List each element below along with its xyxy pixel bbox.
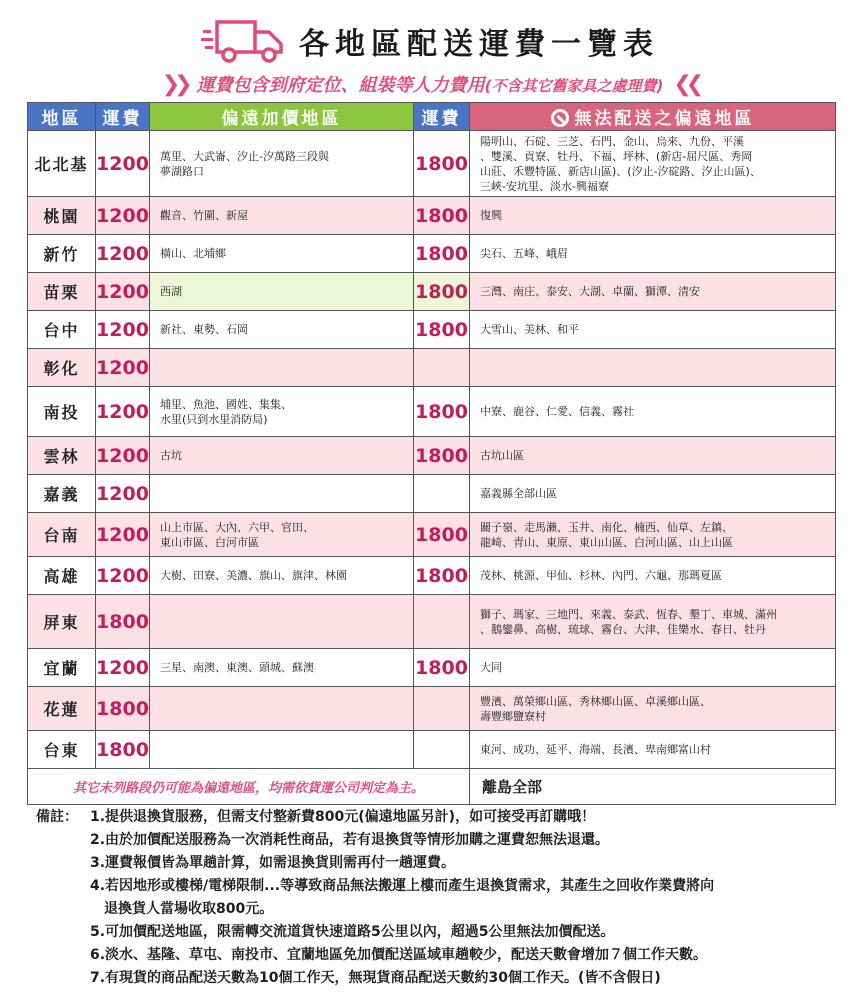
no-entry-icon — [551, 109, 569, 127]
no-delivery-cell: 大雪山、美林、和平 — [470, 311, 836, 349]
fee-cell: 1200 — [96, 349, 150, 387]
remote-fee-cell: 1800 — [414, 235, 470, 273]
note-text: 1.提供退換貨服務，但需支付整新費800元(偏遠地區另計)，如可接受再訂購哦！ — [90, 809, 596, 825]
region-cell: 彰化 — [28, 349, 96, 387]
remote-fee-cell: 1800 — [414, 131, 470, 197]
remote-fee-cell: 1800 — [414, 273, 470, 311]
fee-cell: 1200 — [96, 649, 150, 687]
subtitle-note: (不含其它舊家具之處理費) — [484, 77, 664, 95]
region-cell: 台南 — [28, 513, 96, 557]
table-header — [28, 103, 836, 131]
region-cell: 台東 — [28, 731, 96, 769]
subtitle-main: 運費包含到府定位、組裝等人力費用 — [196, 75, 485, 96]
remote-area-cell: 山上市區、大內、六甲、官田、 東山市區、白河市區 — [150, 513, 414, 557]
note-continuation: 退換貨人當場收取800元。 — [104, 901, 274, 917]
no-delivery-cell: 嘉義縣全部山區 — [470, 475, 836, 513]
remote-area-cell: 西湖 — [150, 273, 414, 311]
page-title: 各地區配送運費一覽表 — [299, 27, 659, 62]
remote-fee-cell — [414, 731, 470, 769]
fee-cell: 1200 — [96, 475, 150, 513]
table-row — [28, 513, 836, 557]
note-text: 3.運費報價皆為單趟計算，如需退換貨則需再付一趟運費。 — [90, 855, 456, 871]
region-cell: 新竹 — [28, 235, 96, 273]
no-delivery-cell: 茂林、桃源、甲仙、杉林、內門、六龜、那瑪夏區 — [470, 557, 836, 595]
subtitle — [197, 71, 664, 97]
rate-table — [27, 102, 836, 805]
header-region: 地區 — [28, 103, 96, 131]
region-cell: 南投 — [28, 387, 96, 437]
header-no-delivery — [470, 103, 836, 131]
no-delivery-cell: 獅子、瑪家、三地門、來義、泰武、恆春、墾丁、車城、滿州 、鵝鑾鼻、高樹、琉球、霧台、大津、佳樂水、春日、牡丹 — [470, 595, 836, 649]
table-row — [28, 557, 836, 595]
table-row — [28, 687, 836, 731]
remote-area-cell: 埔里、魚池、國姓、集集、 水里(只到水里消防局) — [150, 387, 414, 437]
table-row — [28, 475, 836, 513]
notes-section — [36, 806, 836, 990]
remote-area-cell: 新社、東勢、石岡 — [150, 311, 414, 349]
no-delivery-cell: 豐濱、萬榮鄉山區、秀林鄉山區、卓溪鄉山區、 壽豐鄉鹽寮村 — [470, 687, 836, 731]
table-row — [28, 387, 836, 437]
table-row — [28, 235, 836, 273]
fee-cell: 1800 — [96, 595, 150, 649]
remote-fee-cell: 1800 — [414, 649, 470, 687]
region-cell: 屏東 — [28, 595, 96, 649]
region-cell: 桃園 — [28, 197, 96, 235]
remote-area-cell: 古坑 — [150, 437, 414, 475]
notes-list — [90, 806, 836, 990]
fee-cell: 1800 — [96, 731, 150, 769]
fee-cell: 1200 — [96, 387, 150, 437]
remote-area-cell: 大樹、田寮、美濃、旗山、旗津、林園 — [150, 557, 414, 595]
fee-cell: 1200 — [96, 131, 150, 197]
remote-area-cell: 三星、南澳、東澳、頭城、蘇澳 — [150, 649, 414, 687]
table-row — [28, 131, 836, 197]
table-row — [28, 437, 836, 475]
region-cell: 宜蘭 — [28, 649, 96, 687]
table-row — [28, 311, 836, 349]
table-footer — [28, 769, 836, 805]
fee-cell: 1800 — [96, 687, 150, 731]
region-cell: 苗栗 — [28, 273, 96, 311]
region-cell: 嘉義 — [28, 475, 96, 513]
no-delivery-cell: 古坑山區 — [470, 437, 836, 475]
region-cell: 高雄 — [28, 557, 96, 595]
footer-island: 離島全部 — [470, 769, 836, 805]
no-delivery-cell: 東河、成功、延平、海端、長濱、卑南鄉富山村 — [470, 731, 836, 769]
note-text: 7.有現貨的商品配送天數為10個工作天，無現貨商品配送天數約30個工作天。(皆不含假日) — [90, 970, 661, 986]
remote-fee-cell: 1800 — [414, 197, 470, 235]
note-item — [90, 806, 836, 829]
chevron-right-icon: ❯❯ — [161, 71, 187, 97]
region-cell: 北北基 — [28, 131, 96, 197]
note-item — [90, 921, 836, 944]
remote-area-cell: 橫山、北埔鄉 — [150, 235, 414, 273]
no-delivery-cell: 尖石、五峰、峨眉 — [470, 235, 836, 273]
table-row — [28, 273, 836, 311]
region-cell: 雲林 — [28, 437, 96, 475]
delivery-truck-icon — [201, 18, 287, 64]
fee-cell: 1200 — [96, 557, 150, 595]
note-text: 4.若因地形或樓梯/電梯限制...等導致商品無法搬運上樓而產生退換貨需求，其產生之回收作業費將向 — [90, 878, 715, 894]
header-fee: 運費 — [96, 103, 150, 131]
no-delivery-cell: 陽明山、石碇、三芝、石門、金山、烏來、九份、平溪 、雙溪、貢寮、牡丹、下福、坪林、(新店-屈尺區、秀岡 山莊、禾豐特區、新店山區)、(汐止-汐碇路、汐止山區)、 三峽-安坑里、淡水-興福寮 — [470, 131, 836, 197]
remote-area-cell — [150, 349, 414, 387]
note-text: 2.由於加價配送服務為一次消耗性商品，若有退換貨等情形加購之運費恕無法退還。 — [90, 832, 610, 848]
note-text: 6.淡水、基隆、草屯、南投市、宜蘭地區免加價配送區域車趟較少，配送天數會增加７個工作天數。 — [90, 947, 708, 963]
remote-fee-cell: 1800 — [414, 437, 470, 475]
no-delivery-cell: 三灣、南庄、泰安、大湖、卓蘭、獅潭、清安 — [470, 273, 836, 311]
fee-cell: 1200 — [96, 273, 150, 311]
subtitle-bar — [0, 70, 860, 98]
region-cell: 台中 — [28, 311, 96, 349]
notes-label: 備註： — [36, 809, 78, 825]
fee-cell: 1200 — [96, 235, 150, 273]
remote-fee-cell: 1800 — [414, 311, 470, 349]
remote-area-cell: 萬里、大武崙、汐止-汐萬路三段與 夢湖路口 — [150, 131, 414, 197]
header-remote: 偏遠加價地區 — [150, 103, 414, 131]
note-item — [90, 967, 836, 990]
title-bar — [0, 16, 860, 66]
remote-area-cell — [150, 687, 414, 731]
table-row — [28, 197, 836, 235]
region-cell: 花蓮 — [28, 687, 96, 731]
remote-area-cell — [150, 475, 414, 513]
fee-cell: 1200 — [96, 311, 150, 349]
remote-fee-cell — [414, 687, 470, 731]
fee-cell: 1200 — [96, 513, 150, 557]
remote-fee-cell — [414, 595, 470, 649]
note-item — [90, 944, 836, 967]
no-delivery-cell: 中寮、鹿谷、仁愛、信義、霧社 — [470, 387, 836, 437]
note-text: 5.可加價配送地區，限需轉交流道貨快速道路5公里以內，超過5公里無法加價配送。 — [90, 924, 615, 940]
no-delivery-cell — [470, 349, 836, 387]
remote-area-cell: 觀音、竹圍、新屋 — [150, 197, 414, 235]
no-delivery-cell: 大同 — [470, 649, 836, 687]
remote-fee-cell — [414, 475, 470, 513]
fee-cell: 1200 — [96, 437, 150, 475]
remote-fee-cell: 1800 — [414, 387, 470, 437]
chevron-left-icon: ❮❮ — [673, 71, 699, 97]
remote-fee-cell — [414, 349, 470, 387]
remote-fee-cell: 1800 — [414, 557, 470, 595]
no-delivery-cell: 關子嶺、走馬瀨、玉井、南化、楠西、仙草、左鎮、 龍崎、青山、東原、東山山區、白河山區、山上山區 — [470, 513, 836, 557]
table-row — [28, 731, 836, 769]
fee-cell: 1200 — [96, 197, 150, 235]
header-no-delivery-label: 無法配送之偏遠地區 — [574, 109, 755, 129]
note-item — [90, 852, 836, 875]
remote-fee-cell: 1800 — [414, 513, 470, 557]
table-row — [28, 649, 836, 687]
no-delivery-cell: 復興 — [470, 197, 836, 235]
header-remote-fee: 運費 — [414, 103, 470, 131]
table-row — [28, 595, 836, 649]
note-item — [90, 875, 836, 921]
remote-area-cell — [150, 595, 414, 649]
note-item — [90, 829, 836, 852]
remote-area-cell — [150, 731, 414, 769]
table-row — [28, 349, 836, 387]
footer-note: 其它未列路段仍可能為偏遠地區，均需依貨運公司判定為主。 — [28, 769, 470, 805]
